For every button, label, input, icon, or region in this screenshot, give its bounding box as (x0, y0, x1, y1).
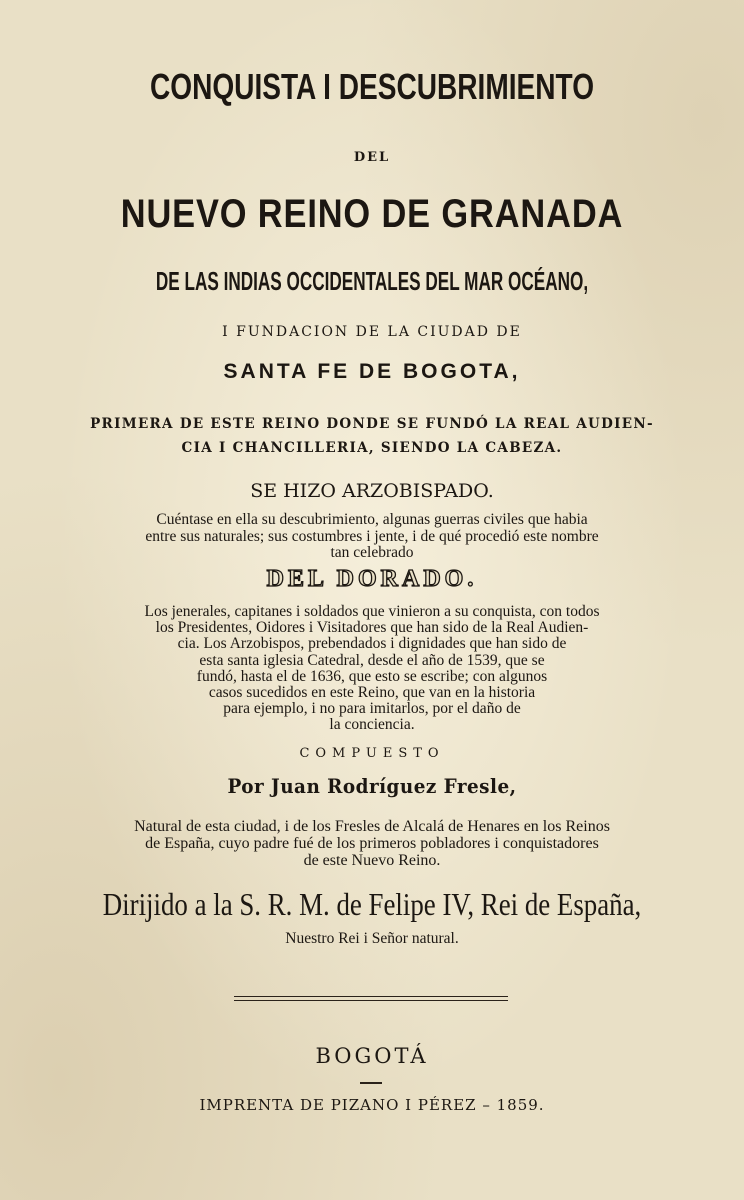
natural-line-2: de España, cuyo padre fué de los primeros pobladores i conquistadores (145, 835, 599, 852)
jenerales-line-5: fundó, hasta el de 1636, que esto se escribe; con algunos (196, 667, 548, 685)
cuentase-paragraph (0, 512, 744, 562)
title-line-1: CONQUISTA I DESCUBRIMIENTO (149, 66, 595, 107)
primera-line-2: CIA I CHANCILLERIA, SIENDO LA CABEZA. (181, 440, 563, 456)
arzobispado-line: SE HIZO ARZOBISPADO. (250, 480, 494, 502)
primera-line-1: PRIMERA DE ESTE REINO DONDE SE FUNDÓ LA REAL AUDIEN- (90, 416, 654, 432)
cuentase-line-3: tan celebrado (330, 544, 414, 561)
jenerales-line-8: la conciencia. (329, 716, 415, 734)
compuesto-line: COMPUESTO (299, 746, 445, 761)
dedication-line: Dirijido a la S. R. M. de Felipe IV, Rei de España, (102, 886, 642, 922)
double-rule-bottom (234, 1000, 508, 1001)
jenerales-line-4: esta santa iglesia Catedral, desde el año de 1539, que se (199, 651, 545, 669)
dedication-subline: Nuestro Rei i Señor natural. (285, 930, 459, 947)
author-line: Por Juan Rodríguez Fresle, (227, 774, 517, 798)
jenerales-line-2: los Presidentes, Oidores i Visitadores que han sido de la Real Audien- (155, 619, 589, 637)
natural-paragraph (0, 818, 744, 869)
natural-line-3: de este Nuevo Reino. (303, 852, 441, 869)
dorado-heading: DEL DORADO. (266, 566, 478, 592)
city-line: SANTA FE DE BOGOTA, (223, 360, 521, 383)
jenerales-line-7: para ejemplo, i no para imitarlos, por el daño de (223, 700, 521, 718)
title-line-2: NUEVO REINO DE GRANADA (120, 192, 624, 236)
title-line-3: DE LAS INDIAS OCCIDENTALES DEL MAR OCÉANO, (155, 266, 589, 296)
double-rule-top (234, 996, 508, 997)
jenerales-line-6: casos sucedidos en este Reino, que van en la historia (208, 684, 536, 702)
jenerales-line-3: cia. Los Arzobispos, prebendados i dignidades que han sido de (177, 635, 567, 653)
fundacion-line: I FUNDACION DE LA CIUDAD DE (222, 324, 522, 340)
short-rule (360, 1082, 382, 1084)
jenerales-paragraph (0, 604, 744, 734)
primera-paragraph (0, 412, 744, 460)
imprint-line: IMPRENTA DE PIZANO I PÉREZ – 1859. (199, 1096, 545, 1114)
title-del: DEL (353, 150, 391, 165)
natural-line-1: Natural de esta ciudad, i de los Fresles de Alcalá de Henares en los Reinos (134, 818, 610, 835)
cuentase-line-1: Cuéntase en ella su descubrimiento, algunas guerras civiles que habia (156, 511, 588, 528)
jenerales-line-1: Los jenerales, capitanes i soldados que vinieron a su conquista, con todos (144, 603, 600, 620)
place-line: BOGOTÁ (315, 1044, 429, 1068)
cuentase-line-2: entre sus naturales; sus costumbres i jente, i de qué procedió este nombre (145, 527, 599, 545)
